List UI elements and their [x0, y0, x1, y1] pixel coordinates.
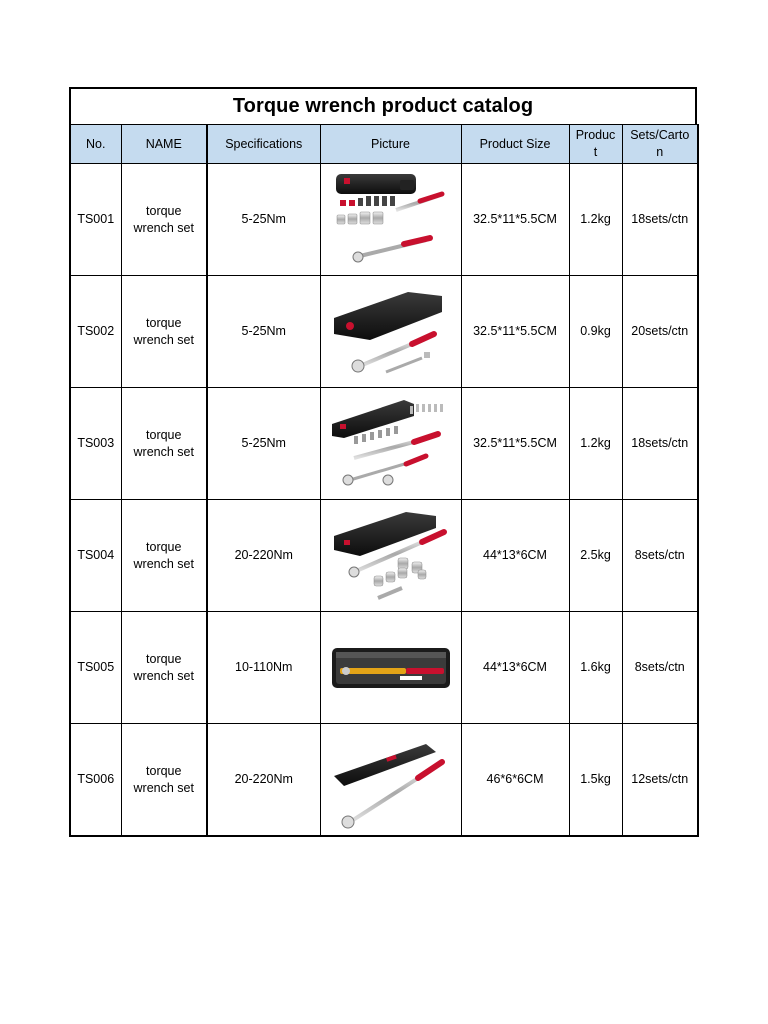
cell-name [121, 388, 207, 500]
cell-spec: 5-25Nm [207, 276, 320, 388]
cell-no: TS006 [70, 724, 121, 837]
name-line1: torque [146, 763, 182, 778]
table-row [70, 500, 698, 612]
name-line2: wrench set [133, 332, 194, 347]
cell-product-size: 44*13*6CM [461, 500, 569, 612]
cell-weight: 0.9kg [569, 276, 622, 388]
product-catalog [69, 87, 697, 837]
cell-no: TS004 [70, 500, 121, 612]
name-line2: wrench set [133, 444, 194, 459]
catalog-table [69, 124, 699, 837]
cell-weight: 1.5kg [569, 724, 622, 837]
cell-carton: 8sets/ctn [622, 612, 698, 724]
cell-product-size: 44*13*6CM [461, 612, 569, 724]
catalog-title: Torque wrench product catalog [69, 87, 697, 124]
product-image-ts001 [330, 170, 452, 270]
header-carton-line1: Sets/Carto [630, 128, 690, 142]
cell-picture [320, 724, 461, 837]
name-line1: torque [146, 539, 182, 554]
table-row [70, 612, 698, 724]
cell-no: TS005 [70, 612, 121, 724]
cell-no: TS002 [70, 276, 121, 388]
name-line2: wrench set [133, 668, 194, 683]
header-carton-line2: n [656, 145, 664, 159]
cell-carton: 8sets/ctn [622, 500, 698, 612]
cell-weight: 1.2kg [569, 164, 622, 276]
cell-product-size: 46*6*6CM [461, 724, 569, 837]
cell-name [121, 612, 207, 724]
header-sets-carton [622, 125, 698, 164]
cell-spec: 10-110Nm [207, 612, 320, 724]
cell-spec: 20-220Nm [207, 724, 320, 837]
cell-name [121, 724, 207, 837]
cell-weight: 1.2kg [569, 388, 622, 500]
header-picture: Picture [320, 125, 461, 164]
table-row [70, 724, 698, 837]
cell-no: TS001 [70, 164, 121, 276]
product-image-ts004 [330, 506, 452, 606]
name-line2: wrench set [133, 780, 194, 795]
cell-picture [320, 388, 461, 500]
cell-weight: 2.5kg [569, 500, 622, 612]
cell-picture [320, 500, 461, 612]
product-image-ts002 [330, 282, 452, 382]
name-line1: torque [146, 427, 182, 442]
cell-no: TS003 [70, 388, 121, 500]
header-product-size: Product Size [461, 125, 569, 164]
cell-name [121, 276, 207, 388]
header-name: NAME [121, 125, 207, 164]
table-row [70, 388, 698, 500]
header-weight-line2: t [593, 145, 598, 159]
name-line2: wrench set [133, 220, 194, 235]
cell-weight: 1.6kg [569, 612, 622, 724]
cell-carton: 18sets/ctn [622, 388, 698, 500]
cell-picture [320, 612, 461, 724]
header-specifications: Specifications [207, 125, 320, 164]
table-row [70, 164, 698, 276]
cell-picture [320, 164, 461, 276]
header-weight-line1: Produc [575, 128, 616, 142]
cell-name [121, 500, 207, 612]
cell-name [121, 164, 207, 276]
cell-product-size: 32.5*11*5.5CM [461, 276, 569, 388]
cell-carton: 18sets/ctn [622, 164, 698, 276]
cell-picture [320, 276, 461, 388]
name-line1: torque [146, 651, 182, 666]
name-line1: torque [146, 315, 182, 330]
product-image-ts006 [330, 730, 452, 830]
header-row [70, 125, 698, 164]
cell-spec: 5-25Nm [207, 164, 320, 276]
header-no: No. [70, 125, 121, 164]
product-image-ts005 [330, 618, 452, 718]
name-line2: wrench set [133, 556, 194, 571]
product-image-ts003 [330, 394, 452, 494]
cell-carton: 20sets/ctn [622, 276, 698, 388]
cell-product-size: 32.5*11*5.5CM [461, 388, 569, 500]
header-product-weight [569, 125, 622, 164]
cell-spec: 20-220Nm [207, 500, 320, 612]
cell-product-size: 32.5*11*5.5CM [461, 164, 569, 276]
cell-carton: 12sets/ctn [622, 724, 698, 837]
cell-spec: 5-25Nm [207, 388, 320, 500]
name-line1: torque [146, 203, 182, 218]
table-row [70, 276, 698, 388]
